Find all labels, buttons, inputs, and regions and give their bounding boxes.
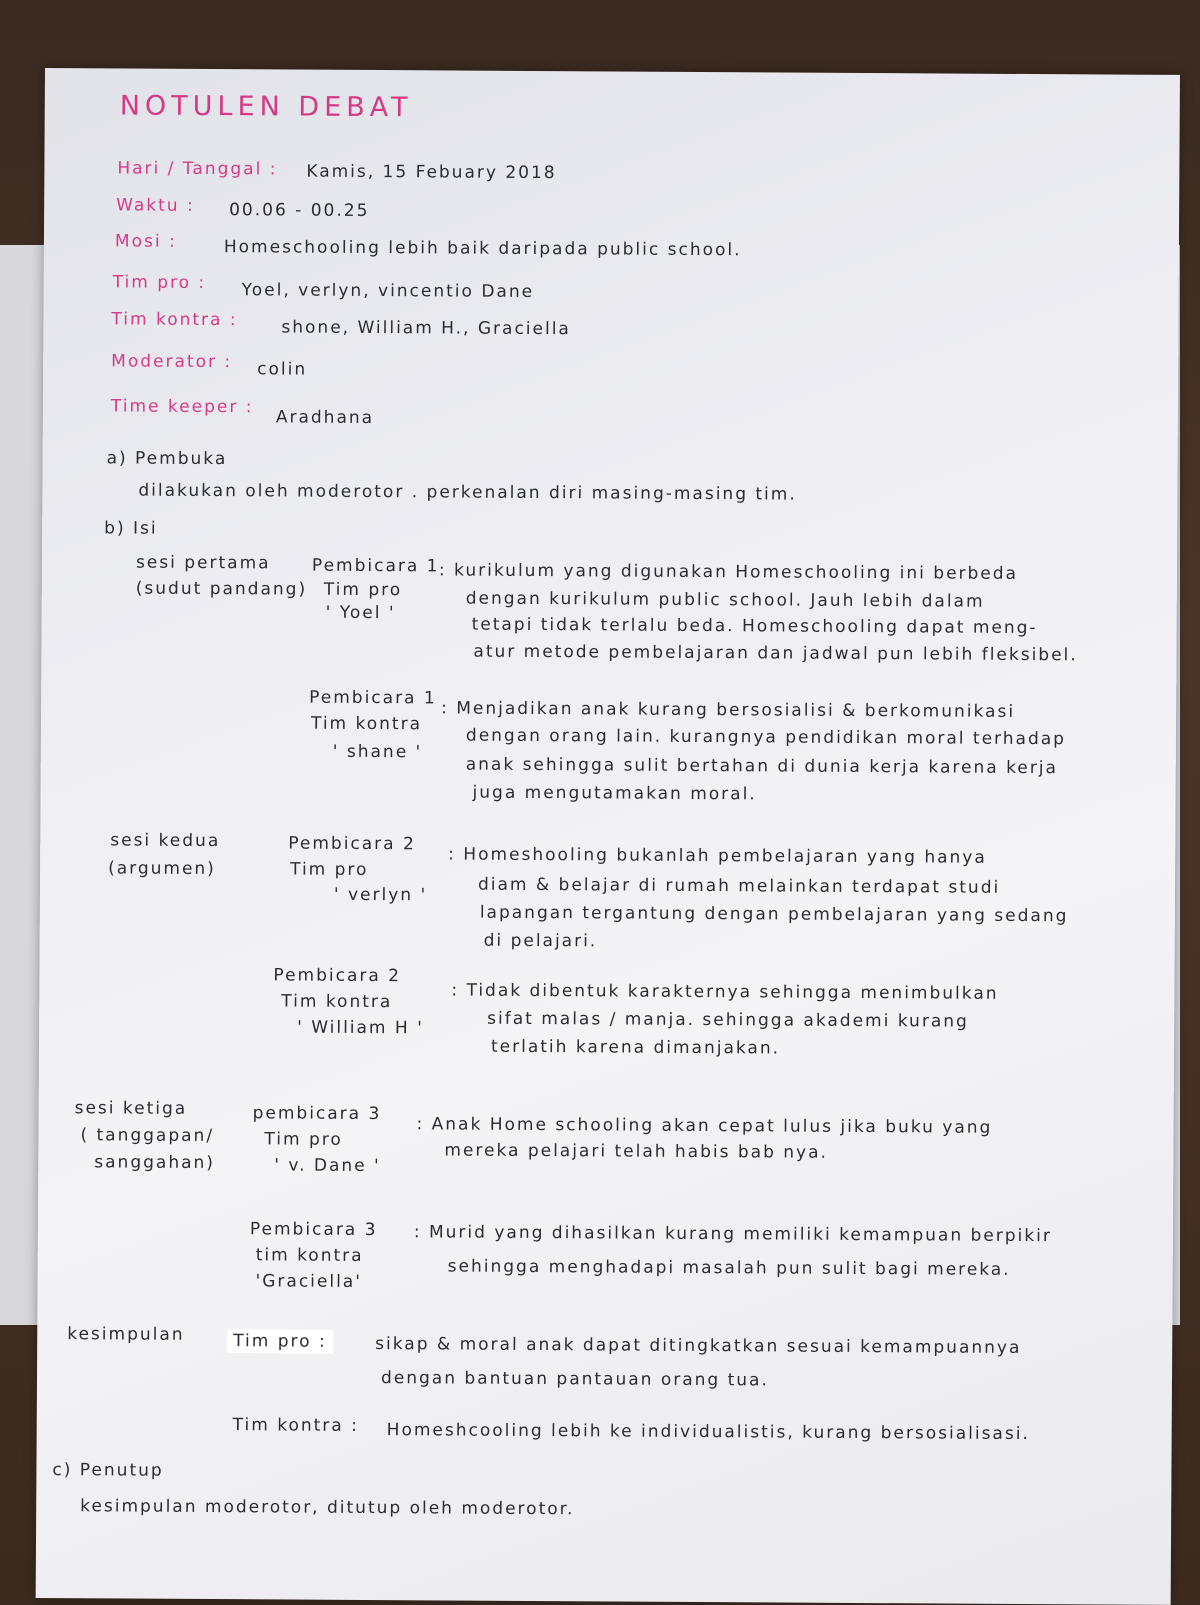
speaker-label: Tim pro bbox=[290, 859, 369, 880]
time-value: 00.06 - 00.25 bbox=[229, 200, 370, 221]
closing-text: kesimpulan moderotor, ditutup oleh moderotor. bbox=[80, 1496, 575, 1520]
page-title: NOTULEN DEBAT bbox=[119, 90, 413, 124]
speaker-text: : kurikulum yang digunakan Homeschooling ini berbeda bbox=[438, 560, 1019, 584]
session-name: sesi pertama bbox=[135, 552, 271, 574]
moderator-label: Moderator : bbox=[111, 351, 233, 373]
session-name: ( tanggapan/ bbox=[80, 1125, 215, 1147]
speaker-text: : Homeshooling bukanlah pembelajaran yang hanya bbox=[448, 844, 987, 868]
conclusion-pro-text: dengan bantuan pantauan orang tua. bbox=[380, 1368, 769, 1391]
speaker-text: diam & belajar di rumah melainkan terdapat studi bbox=[477, 874, 1001, 898]
session-name: (argumen) bbox=[108, 858, 216, 880]
conclusion-contra-label: Tim kontra : bbox=[232, 1415, 359, 1436]
speaker-text: sehingga menghadapi masalah pun sulit bagi mereka. bbox=[447, 1256, 1011, 1280]
speaker-text: dengan kurikulum public school. Jauh lebih dalam bbox=[465, 588, 985, 612]
speaker-label: Tim kontra bbox=[281, 991, 393, 1013]
speaker-label: Tim pro bbox=[323, 579, 403, 601]
opening-text: dilakukan oleh moderotor . perkenalan diri masing-masing tim. bbox=[138, 480, 797, 505]
speaker-text: di pelajari. bbox=[483, 930, 598, 952]
time-label: Waktu : bbox=[116, 195, 195, 216]
speaker-label: Tim kontra bbox=[310, 713, 423, 735]
conclusion-pro-label-text: Tim pro : bbox=[227, 1329, 333, 1354]
speaker-text: lapangan tergantung dengan pembelajaran yang sedang bbox=[479, 902, 1069, 927]
speaker-text: anak sehingga sulit bertahan di dunia kerja karena kerja bbox=[465, 754, 1058, 779]
date-label: Hari / Tanggal : bbox=[117, 158, 278, 180]
note-paper bbox=[36, 68, 1180, 1605]
speaker-text: : Anak Home schooling akan cepat lulus jika buku yang bbox=[416, 1114, 993, 1138]
date-value: Kamis, 15 Febuary 2018 bbox=[306, 161, 557, 184]
speaker-text: mereka pelajari telah habis bab nya. bbox=[444, 1140, 829, 1163]
speaker-text: : Murid yang dihasilkan kurang memiliki kemampuan berpikir bbox=[413, 1222, 1052, 1247]
session-name: sesi kedua bbox=[110, 830, 221, 852]
moderator-value: colin bbox=[257, 359, 308, 380]
team-pro-value: Yoel, verlyn, vincentio Dane bbox=[241, 280, 535, 302]
speaker-label: ' Yoel ' bbox=[325, 602, 396, 624]
speaker-label: Pembicara 1 bbox=[311, 555, 440, 577]
speaker-text: : Menjadikan anak kurang bersosialisi & berkomunikasi bbox=[441, 698, 1016, 722]
session-name: sanggahan) bbox=[94, 1152, 216, 1174]
timekeeper-label: Time keeper : bbox=[110, 396, 254, 418]
motion-label: Mosi : bbox=[114, 231, 177, 252]
speaker-label: Pembicara 1 bbox=[309, 687, 437, 709]
conclusion-pro-label bbox=[227, 1331, 333, 1352]
team-contra-label: Tim kontra : bbox=[111, 309, 238, 331]
conclusion-pro-text: sikap & moral anak dapat ditingkatkan sesuai kemampuannya bbox=[375, 1334, 1022, 1358]
speaker-text: sifat malas / manja. sehingga akademi kurang bbox=[487, 1008, 969, 1032]
speaker-label: Pembicara 2 bbox=[273, 965, 402, 987]
speaker-text: : Tidak dibentuk karakternya sehingga menimbulkan bbox=[451, 980, 999, 1004]
speaker-label: ' verlyn ' bbox=[333, 884, 428, 906]
speaker-text: atur metode pembelajaran dan jadwal pun lebih fleksibel. bbox=[473, 641, 1078, 666]
speaker-label: tim kontra bbox=[255, 1245, 364, 1266]
speaker-text: juga mengutamakan moral. bbox=[472, 782, 757, 805]
team-pro-label: Tim pro : bbox=[112, 272, 207, 293]
closing-heading: c) Penutup bbox=[52, 1460, 164, 1481]
conclusion-contra-text: Homeshcooling lebih ke individualistis, kurang bersosialisasi. bbox=[386, 1420, 1030, 1445]
speaker-label: Pembicara 3 bbox=[249, 1219, 378, 1241]
speaker-text: terlatih karena dimanjakan. bbox=[490, 1036, 781, 1059]
speaker-label: ' William H ' bbox=[297, 1017, 424, 1039]
motion-value: Homeschooling lebih baik daripada public school. bbox=[223, 237, 742, 261]
speaker-label: Tim pro bbox=[264, 1129, 343, 1150]
speaker-text: tetapi tidak terlalu beda. Homeschooling dapat meng- bbox=[471, 614, 1038, 639]
session-name: sesi ketiga bbox=[74, 1098, 188, 1119]
opening-heading: a) Pembuka bbox=[106, 448, 228, 470]
speaker-label: Pembicara 2 bbox=[288, 833, 416, 855]
timekeeper-value: Aradhana bbox=[275, 407, 375, 429]
content-heading: b) Isi bbox=[104, 518, 158, 539]
speaker-label: ' v. Dane ' bbox=[274, 1155, 381, 1177]
conclusion-heading: kesimpulan bbox=[67, 1324, 185, 1345]
session-name: (sudut pandang) bbox=[135, 578, 308, 600]
team-contra-value: shone, William H., Graciella bbox=[281, 317, 571, 340]
speaker-label: 'Graciella' bbox=[255, 1271, 362, 1292]
speaker-text: dengan orang lain. kurangnya pendidikan moral terhadap bbox=[465, 725, 1067, 750]
speaker-label: ' shane ' bbox=[332, 741, 423, 763]
speaker-label: pembicara 3 bbox=[252, 1103, 382, 1125]
